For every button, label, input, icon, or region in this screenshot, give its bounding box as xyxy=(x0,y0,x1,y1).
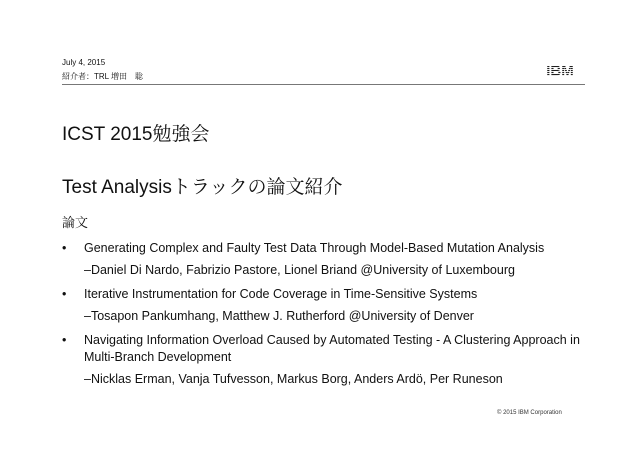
bullet-icon: • xyxy=(62,333,67,347)
bullet-icon: • xyxy=(62,287,67,301)
paper-title xyxy=(62,286,582,303)
copyright-notice: © 2015 IBM Corporation xyxy=(497,410,562,416)
paper-title xyxy=(62,240,582,257)
paper-authors: –Tosapon Pankumhang, Matthew J. Rutherford @University of Denver xyxy=(84,309,474,323)
presentation-date: July 4, 2015 xyxy=(62,58,106,67)
ibm-logo-text: IBM xyxy=(546,62,574,77)
presenter-name: 紹介者：TRL 増田 聡 xyxy=(62,72,144,81)
paper-authors: –Daniel Di Nardo, Fabrizio Pastore, Lionel Briand @University of Luxembourg xyxy=(84,263,515,277)
paper-list xyxy=(62,212,582,395)
paper-title-text: Navigating Information Overload Caused by Automated Testing - A Clustering Approach in Multi-Branch Development xyxy=(84,333,580,364)
bullet-icon: • xyxy=(62,241,67,255)
header-divider xyxy=(62,84,585,85)
paper-authors: –Nicklas Erman, Vanja Tufvesson, Markus Borg, Anders Ardö, Per Runeson xyxy=(84,372,503,386)
slide-subtitle: Test Analysisトラックの論文紹介 xyxy=(62,177,343,198)
section-label: 論文 xyxy=(62,215,89,230)
ibm-logo xyxy=(543,62,577,77)
paper-title-text: Generating Complex and Faulty Test Data Through Model-Based Mutation Analysis xyxy=(84,241,545,255)
paper-title xyxy=(62,332,582,366)
slide-title: ICST 2015勉強会 xyxy=(62,124,210,145)
paper-title-text: Iterative Instrumentation for Code Coverage in Time-Sensitive Systems xyxy=(84,287,478,301)
